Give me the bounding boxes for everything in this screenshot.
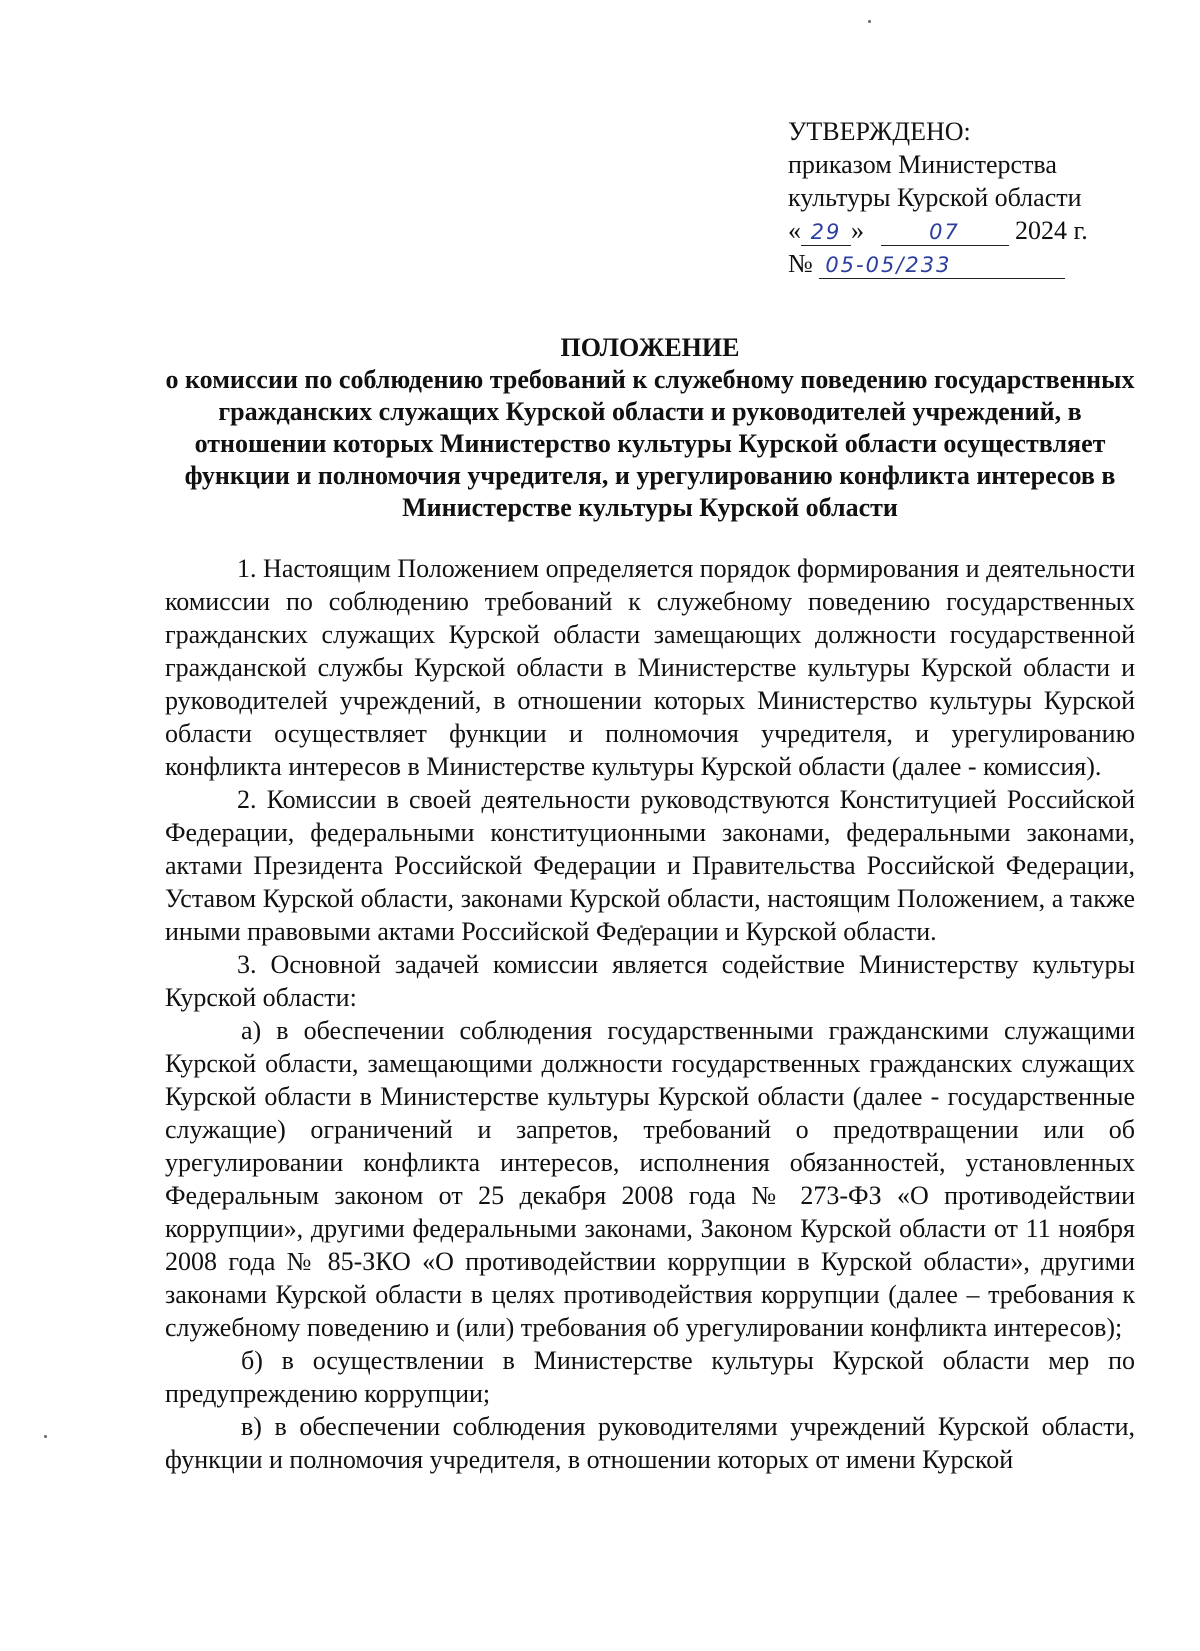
paragraph-3: 3. Основной задачей комиссии является содействие Министерству культуры Курской области: — [165, 950, 1135, 1012]
scan-speck — [868, 20, 871, 23]
document-title — [155, 332, 1145, 524]
approval-line-order: приказом Министерства — [788, 150, 1057, 179]
paragraph-2: 2. Комиссии в своей деятельности руководствуются Конституцией Российской Федерации, федеральными конституционными законами, федеральными законами, актами Президента Российской Федерации и Правительства Российской Федерации, Уставом Курской области, законами Курской области, настоящим Положением, а также иными правовыми актами Российской Федерации и Курской области. — [165, 785, 1135, 946]
scan-speck — [44, 1435, 47, 1438]
order-number-handwritten: 05-05/233 — [819, 252, 1065, 279]
date-close-quote: » — [851, 216, 864, 245]
paragraph-1: 1. Настоящим Положением определяется порядок формирования и деятельности комиссии по соблюдению требований к служебному поведению государственных гражданских служащих Курской области замещающих должности государственной гражданской службы Курской области в Министерстве культуры Курской области и руководителей учреждений, в отношении которых Министерство культуры Курской области осуществляет функции и полномочия учредителя, и урегулированию конфликта интересов в Министерстве культуры Курской области (далее - комиссия). — [165, 554, 1135, 781]
date-year: 2024 г. — [1015, 216, 1088, 245]
date-day-handwritten: 29 — [801, 219, 851, 246]
approval-date-line — [788, 214, 1128, 247]
date-open-quote: « — [788, 216, 801, 245]
date-month-handwritten: 07 — [881, 219, 1009, 246]
number-prefix: № — [788, 249, 813, 278]
approval-line-ministry: культуры Курской области — [788, 183, 1082, 212]
title-subtitle: о комиссии по соблюдению требований к служебному поведению государственных гражданских служащих Курской области и руководителей учреждений, в отношении которых Министерство культуры Курской области осуществляет функции и полномочия учредителя, и урегулированию конфликта интересов в Министерстве культуры Курской области — [165, 365, 1135, 522]
approval-stamp — [788, 115, 1128, 280]
subparagraph-a: а) в обеспечении соблюдения государственными гражданскими служащими Курской области, замещающими должности государственных гражданских служащих Курской области в Министерстве культуры Курской области (далее - государственные служащие) ограничений и запретов, требований о предотвращении или об урегулировании конфликта интересов, исполнения обязанностей, установленных Федеральным законом от 25 декабря 2008 года № 273-ФЗ «О противодействии коррупции», другими федеральными законами, Законом Курской области от 11 ноября 2008 года № 85-ЗКО «О противодействии коррупции в Курской области», другими законами Курской области в целях противодействия коррупции (далее – требования к служебному поведению и (или) требования об урегулировании конфликта интересов); — [165, 1016, 1135, 1342]
title-main: ПОЛОЖЕНИЕ — [560, 333, 740, 362]
approval-number-line — [788, 247, 1128, 280]
approval-label: УТВЕРЖДЕНО: — [788, 117, 971, 146]
subparagraph-b: б) в осуществлении в Министерстве культуры Курской области мер по предупреждению коррупции; — [165, 1346, 1135, 1408]
document-body — [165, 552, 1135, 1476]
subparagraph-v: в) в обеспечении соблюдения руководителями учреждений Курской области, функции и полномочия учредителя, в отношении которых от имени Курской — [165, 1412, 1135, 1474]
